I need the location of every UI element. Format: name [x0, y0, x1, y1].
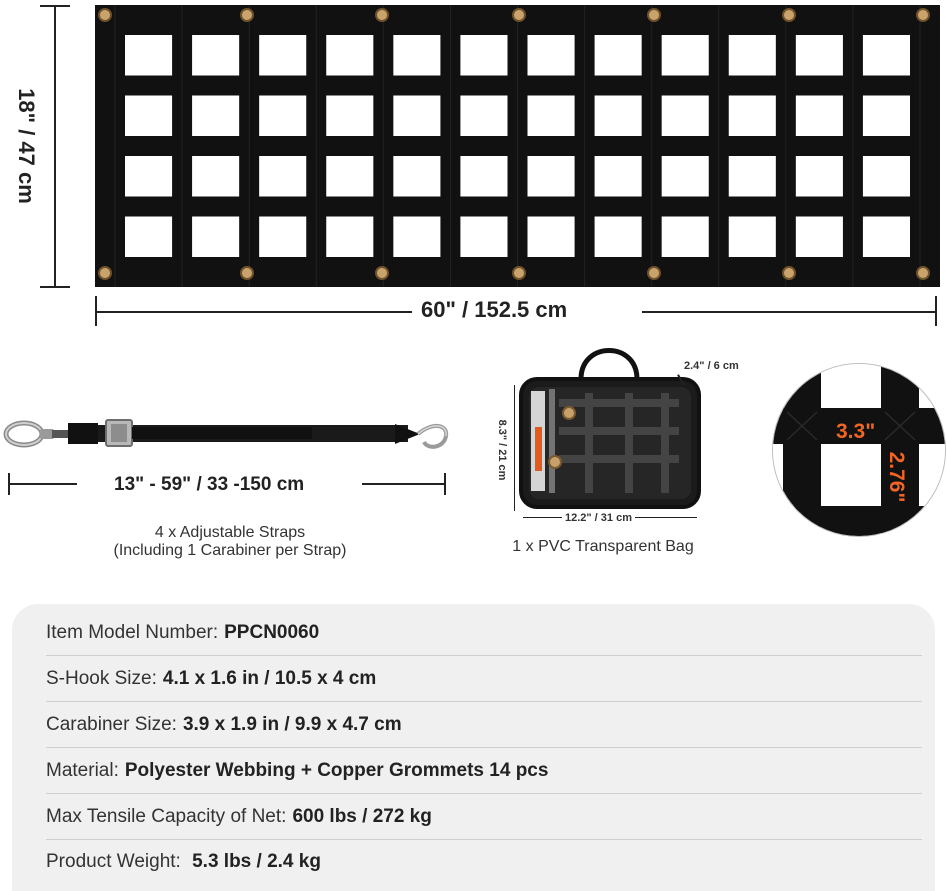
grommet-icon: [648, 9, 660, 21]
grommet-icon: [917, 9, 929, 21]
net-opening: [595, 96, 642, 137]
net-opening: [595, 156, 642, 197]
spec-value: 5.3 lbs / 2.4 kg: [186, 850, 321, 872]
net-opening: [192, 156, 239, 197]
net-opening: [796, 156, 843, 197]
net-opening: [192, 35, 239, 76]
cargo-net-graphic: [95, 5, 940, 287]
spec-row-carabiner: [46, 702, 922, 747]
pvc-bag-graphic: [515, 335, 710, 515]
net-opening: [393, 35, 440, 76]
spec-label: S-Hook Size:: [46, 667, 157, 689]
net-opening: [460, 217, 507, 258]
cargo-net: [95, 5, 940, 287]
net-opening: [729, 217, 776, 258]
spec-label: Carabiner Size:: [46, 713, 177, 735]
grommet-icon: [783, 267, 795, 279]
net-opening: [125, 96, 172, 137]
grommet-icon: [783, 9, 795, 21]
spec-value: 3.9 x 1.9 in / 9.9 x 4.7 cm: [182, 713, 402, 735]
net-width-line-left: [96, 311, 412, 313]
net-opening: [259, 35, 306, 76]
net-opening: [259, 156, 306, 197]
net-opening: [662, 96, 709, 137]
mesh-detail: [772, 363, 946, 537]
net-height-tick-top: [40, 5, 70, 7]
spec-label: Max Tensile Capacity of Net:: [46, 805, 287, 827]
strap-length-tick-left: [8, 473, 10, 495]
strap-caption-line1: 4 x Adjustable Straps: [154, 524, 306, 541]
grommet-icon: [917, 267, 929, 279]
buckle-icon: [106, 420, 132, 446]
specs-panel: [12, 604, 935, 891]
grommet-icon: [241, 267, 253, 279]
grommet-icon: [99, 267, 111, 279]
net-opening: [863, 96, 910, 137]
spec-label: Material:: [46, 759, 119, 781]
net-opening: [326, 156, 373, 197]
bag-height-line: [514, 385, 515, 511]
pvc-bag: [515, 335, 710, 515]
grommet-icon: [513, 267, 525, 279]
net-opening: [662, 217, 709, 258]
spec-row-weight: [46, 839, 922, 884]
s-hook-icon: [395, 424, 446, 447]
grommet-icon: [241, 9, 253, 21]
strap-length-line-left: [9, 483, 77, 485]
net-opening: [125, 35, 172, 76]
bag-handle: [581, 351, 637, 380]
net-opening: [125, 217, 172, 258]
net-width-tick-left: [95, 296, 97, 326]
net-opening: [863, 156, 910, 197]
net-opening: [460, 35, 507, 76]
grommet-icon: [376, 267, 388, 279]
net-opening: [393, 156, 440, 197]
net-opening: [863, 35, 910, 76]
strap-length-line-right: [362, 483, 446, 485]
net-height-line: [54, 6, 56, 288]
spec-row-tensile: [46, 794, 922, 839]
strap-graphic: [0, 410, 460, 460]
mesh-detail-graphic: [773, 364, 945, 536]
spec-label: Product Weight:: [46, 850, 181, 872]
spec-row-material: [46, 748, 922, 793]
mesh-height-label: 2.76": [885, 451, 908, 503]
net-opening: [528, 156, 575, 197]
net-opening: [796, 217, 843, 258]
mesh-width-label: 3.3": [836, 420, 876, 443]
net-opening: [729, 96, 776, 137]
net-opening: [796, 35, 843, 76]
net-width-line-right: [642, 311, 936, 313]
net-opening: [393, 96, 440, 137]
spec-value: Polyester Webbing + Copper Grommets 14 pcs: [124, 759, 549, 781]
grommet-icon: [376, 9, 388, 21]
bag-width-label: 12.2" / 31 cm: [562, 512, 635, 524]
grommet-icon: [648, 267, 660, 279]
bag-caption: 1 x PVC Transparent Bag: [512, 538, 694, 555]
strap-length-label: 13" - 59" / 33 -150 cm: [114, 474, 305, 495]
spec-row-model: [46, 610, 922, 655]
net-opening: [863, 217, 910, 258]
net-opening: [393, 217, 440, 258]
net-opening: [729, 156, 776, 197]
net-opening: [259, 217, 306, 258]
carabiner-icon: [6, 423, 70, 445]
net-height-label: 18" / 47 cm: [9, 88, 43, 204]
bag-tag: [535, 427, 542, 471]
net-opening: [460, 156, 507, 197]
net-opening: [192, 217, 239, 258]
spec-value: PPCN0060: [224, 621, 320, 643]
spec-label: Item Model Number:: [46, 621, 219, 643]
net-opening: [662, 35, 709, 76]
net-opening: [528, 96, 575, 137]
net-width-tick-right: [935, 296, 937, 326]
net-opening: [528, 35, 575, 76]
strap-caption-line2: (Including 1 Carabiner per Strap): [113, 542, 347, 559]
net-opening: [259, 96, 306, 137]
net-opening: [326, 96, 373, 137]
net-opening: [796, 96, 843, 137]
net-height-tick-bottom: [40, 286, 70, 288]
net-opening: [326, 217, 373, 258]
adjustable-strap: [0, 410, 460, 460]
bag-height-label: 8.3" / 21 cm: [496, 419, 508, 481]
grommet-icon: [99, 9, 111, 21]
net-opening: [528, 217, 575, 258]
net-width-label: 60" / 152.5 cm: [421, 297, 568, 322]
spec-value: 600 lbs / 272 kg: [292, 805, 432, 827]
net-opening: [326, 35, 373, 76]
grommet-icon: [513, 9, 525, 21]
strap-length-tick-right: [444, 473, 446, 495]
net-opening: [595, 35, 642, 76]
net-opening: [662, 156, 709, 197]
net-opening: [460, 96, 507, 137]
bag-depth-label: 2.4" / 6 cm: [684, 360, 739, 372]
net-opening: [595, 217, 642, 258]
mesh-opening: [821, 444, 881, 506]
net-opening: [192, 96, 239, 137]
spec-value: 4.1 x 1.6 in / 10.5 x 4 cm: [162, 667, 377, 689]
net-opening: [125, 156, 172, 197]
spec-row-s-hook: [46, 656, 922, 701]
net-opening: [729, 35, 776, 76]
